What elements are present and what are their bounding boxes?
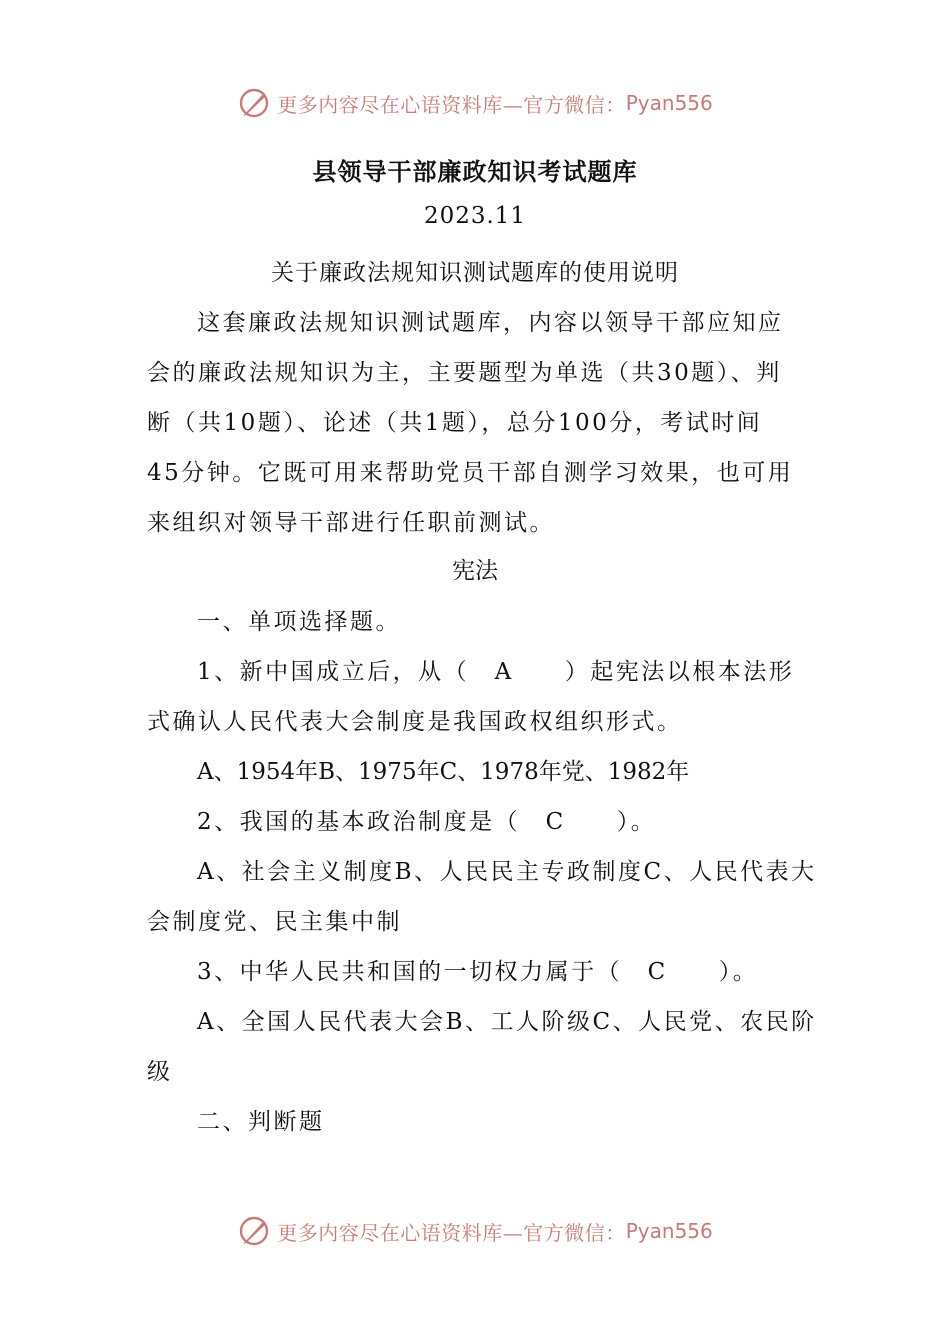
part2-heading: 二、判断题: [197, 1109, 325, 1135]
question-2: 2、我国的基本政治制度是（ C ）。: [197, 809, 657, 835]
question-2-options-line: 会制度党、民主集中制: [147, 909, 402, 935]
watermark-text: 更多内容尽在心语资料库—官方微信：: [277, 1220, 626, 1245]
watermark-id: Pyan556: [625, 91, 713, 115]
watermark-text: 更多内容尽在心语资料库—官方微信：: [277, 92, 626, 117]
watermark-header: [0, 83, 950, 123]
document-title: 县领导干部廉政知识考试题库: [312, 157, 638, 186]
question-3-options-line: 级: [147, 1059, 173, 1085]
question-2-options-line: A、社会主义制度B、人民民主专政制度C、人民代表大: [197, 859, 817, 885]
section-title: 宪法: [452, 558, 498, 584]
question-3: 3、中华人民共和国的一切权力属于（ C ）。: [197, 959, 759, 985]
quill-circle-logo-icon: [237, 1214, 271, 1248]
intro-line: 这套廉政法规知识测试题库，内容以领导干部应知应: [197, 310, 784, 336]
intro-line: 来组织对领导干部进行任职前测试。: [147, 510, 555, 536]
watermark-id: Pyan556: [625, 1219, 713, 1243]
part1-heading: 一、单项选择题。: [197, 609, 401, 635]
question-1-options: A、1954年B、1975年C、1978年党、1982年: [197, 759, 690, 785]
document-date: 2023.11: [423, 203, 527, 229]
intro-line: 45分钟。它既可用来帮助党员干部自测学习效果，也可用: [147, 460, 794, 486]
intro-line: 断（共10题）、论述（共1题），总分100分，考试时间: [147, 410, 763, 436]
quill-circle-logo-icon: [237, 86, 271, 120]
question-1-line: 1、新中国成立后，从（ A ）起宪法以根本法形: [197, 659, 795, 685]
document-subtitle: 关于廉政法规知识测试题库的使用说明: [271, 260, 679, 286]
question-1-line: 式确认人民代表大会制度是我国政权组织形式。: [147, 709, 683, 735]
intro-line: 会的廉政法规知识为主，主要题型为单选（共30题）、判: [147, 360, 782, 386]
question-3-options-line: A、全国人民代表大会B、工人阶级C、人民党、农民阶: [197, 1009, 817, 1035]
watermark-footer: [0, 1211, 950, 1251]
